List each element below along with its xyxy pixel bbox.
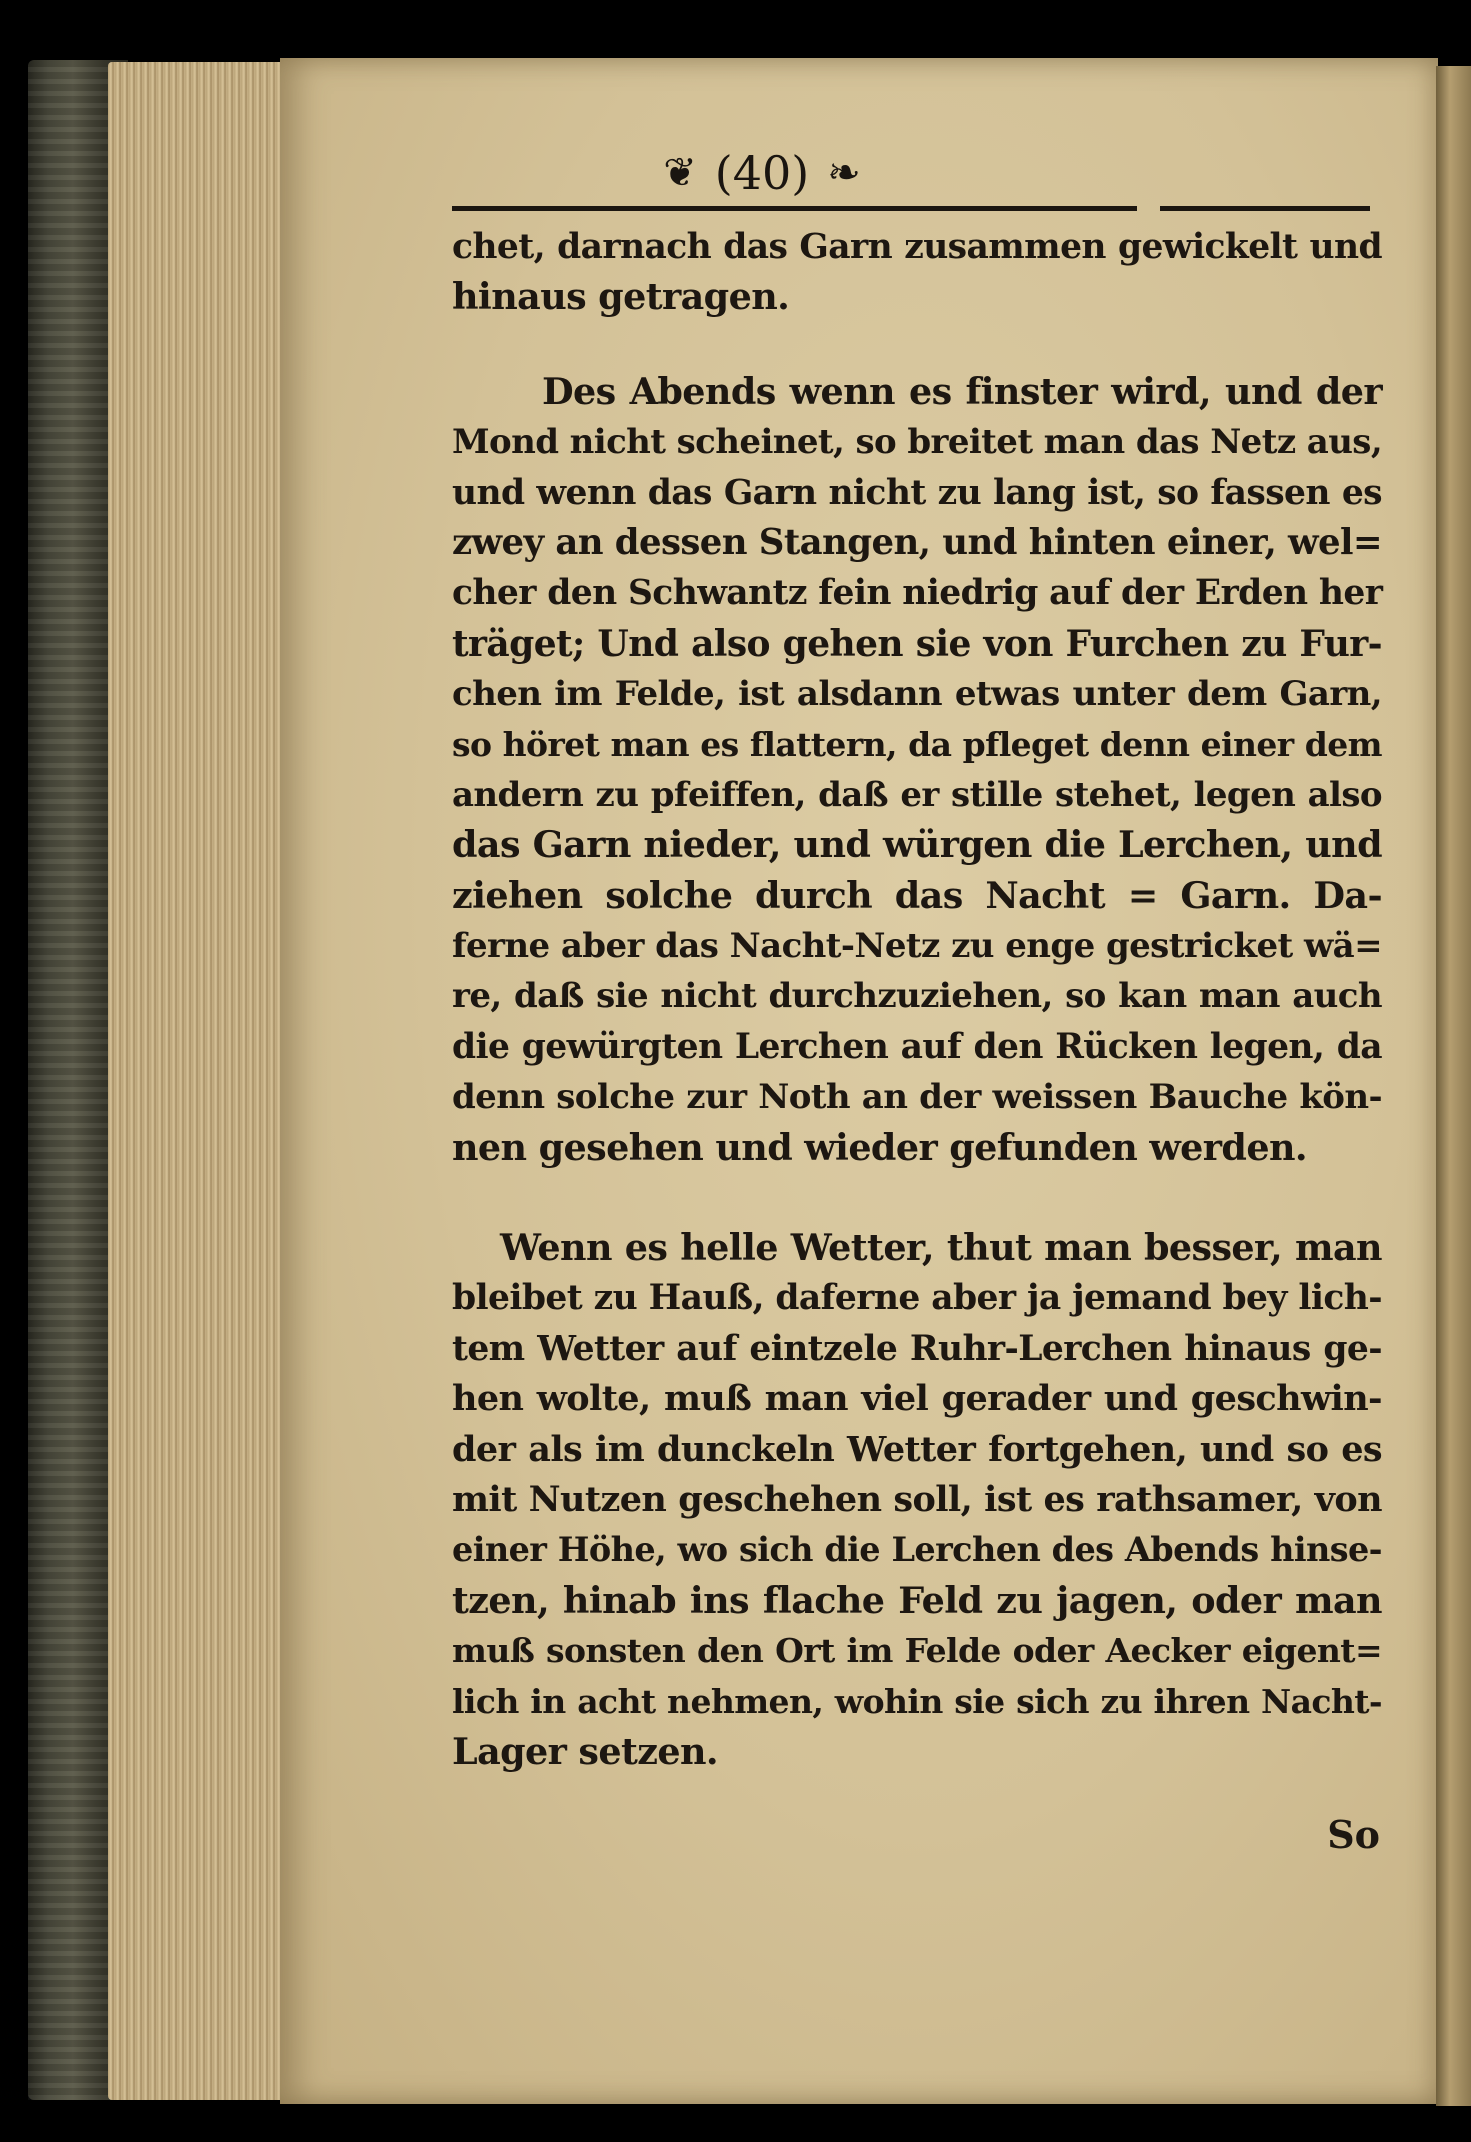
page-edges [108,62,286,2100]
text-line: hen wolte, muß man viel gerader und geschwin- [452,1378,1382,1420]
paragraph-3 [452,1223,1382,1777]
header-rule [452,206,1137,211]
text-line: mit Nutzen geschehen soll, ist es rathsamer, von [452,1478,1382,1520]
page-number: (40) [714,146,810,200]
text-line: Mond nicht scheinet, so breitet man das Netz aus, [452,422,1383,463]
body-text [452,222,1382,1777]
text-line: denn solche zur Noth an der weissen Bauche kön- [452,1077,1382,1118]
page-header [452,138,1072,208]
text-line: einer Höhe, wo sich die Lerchen des Abends hinse- [452,1530,1382,1570]
catchword: So [1327,1812,1380,1857]
text-line: Lager setzen. [452,1729,719,1773]
text-line: tem Wetter auf eintzele Ruhr-Lerchen hinaus ge- [452,1328,1382,1369]
text-line: tzen, hinab ins flache Feld zu jagen, oder man [452,1578,1382,1622]
text-line: hinaus getragen. [452,275,790,319]
text-line: das Garn nieder, und würgen die Lerchen, und [452,823,1382,867]
ornament-right-icon: ❧ [827,150,861,196]
text-line: cher den Schwantz fein niedrig auf der Erden her [452,573,1383,614]
text-line: bleibet zu Hauß, daferne aber ja jemand bey lich- [452,1278,1382,1319]
text-line: chet, darnach das Garn zusammen gewickelt und [452,227,1382,267]
text-line: und wenn das Garn nicht zu lang ist, so fassen es [452,472,1382,513]
paragraph-1 [452,222,1382,323]
text-line: nen gesehen und wieder gefunden werden. [452,1125,1307,1169]
text-line: so höret man es flattern, da pfleget denn einer dem [452,724,1382,764]
text-line: lich in acht nehmen, wohin sie sich zu ihren Nacht- [452,1681,1382,1721]
text-line: träget; Und also gehen sie von Furchen zu Fur- [452,622,1382,665]
text-line: ziehen solche durch das Nacht = Garn. Da- [452,873,1382,917]
text-line: ferne aber das Nacht-Netz zu enge gestricket wä= [452,926,1382,967]
text-line: die gewürgten Lerchen auf den Rücken legen, da [452,1026,1382,1067]
text-line: muß sonsten den Ort im Felde oder Aecker eigent= [452,1631,1382,1671]
text-line: Des Abends wenn es finster wird, und der [542,369,1382,413]
text-line: re, daß sie nicht durchzuziehen, so kan man auch [452,976,1382,1017]
text-line: Wenn es helle Wetter, thut man besser, man [500,1226,1382,1270]
header-rule-short [1160,206,1370,211]
ornament-left-icon: ❦ [663,150,697,196]
text-line: chen im Felde, ist alsdann etwas unter dem Garn, [452,674,1382,715]
text-line: der als im dunckeln Wetter fortgehen, und so es [452,1428,1382,1470]
text-line: zwey an dessen Stangen, und hinten einer, wel= [452,521,1382,563]
adjacent-page-edge [1436,66,1471,2106]
text-line: andern zu pfeiffen, daß er stille stehet, legen also [452,774,1382,815]
paragraph-2 [452,367,1382,1173]
